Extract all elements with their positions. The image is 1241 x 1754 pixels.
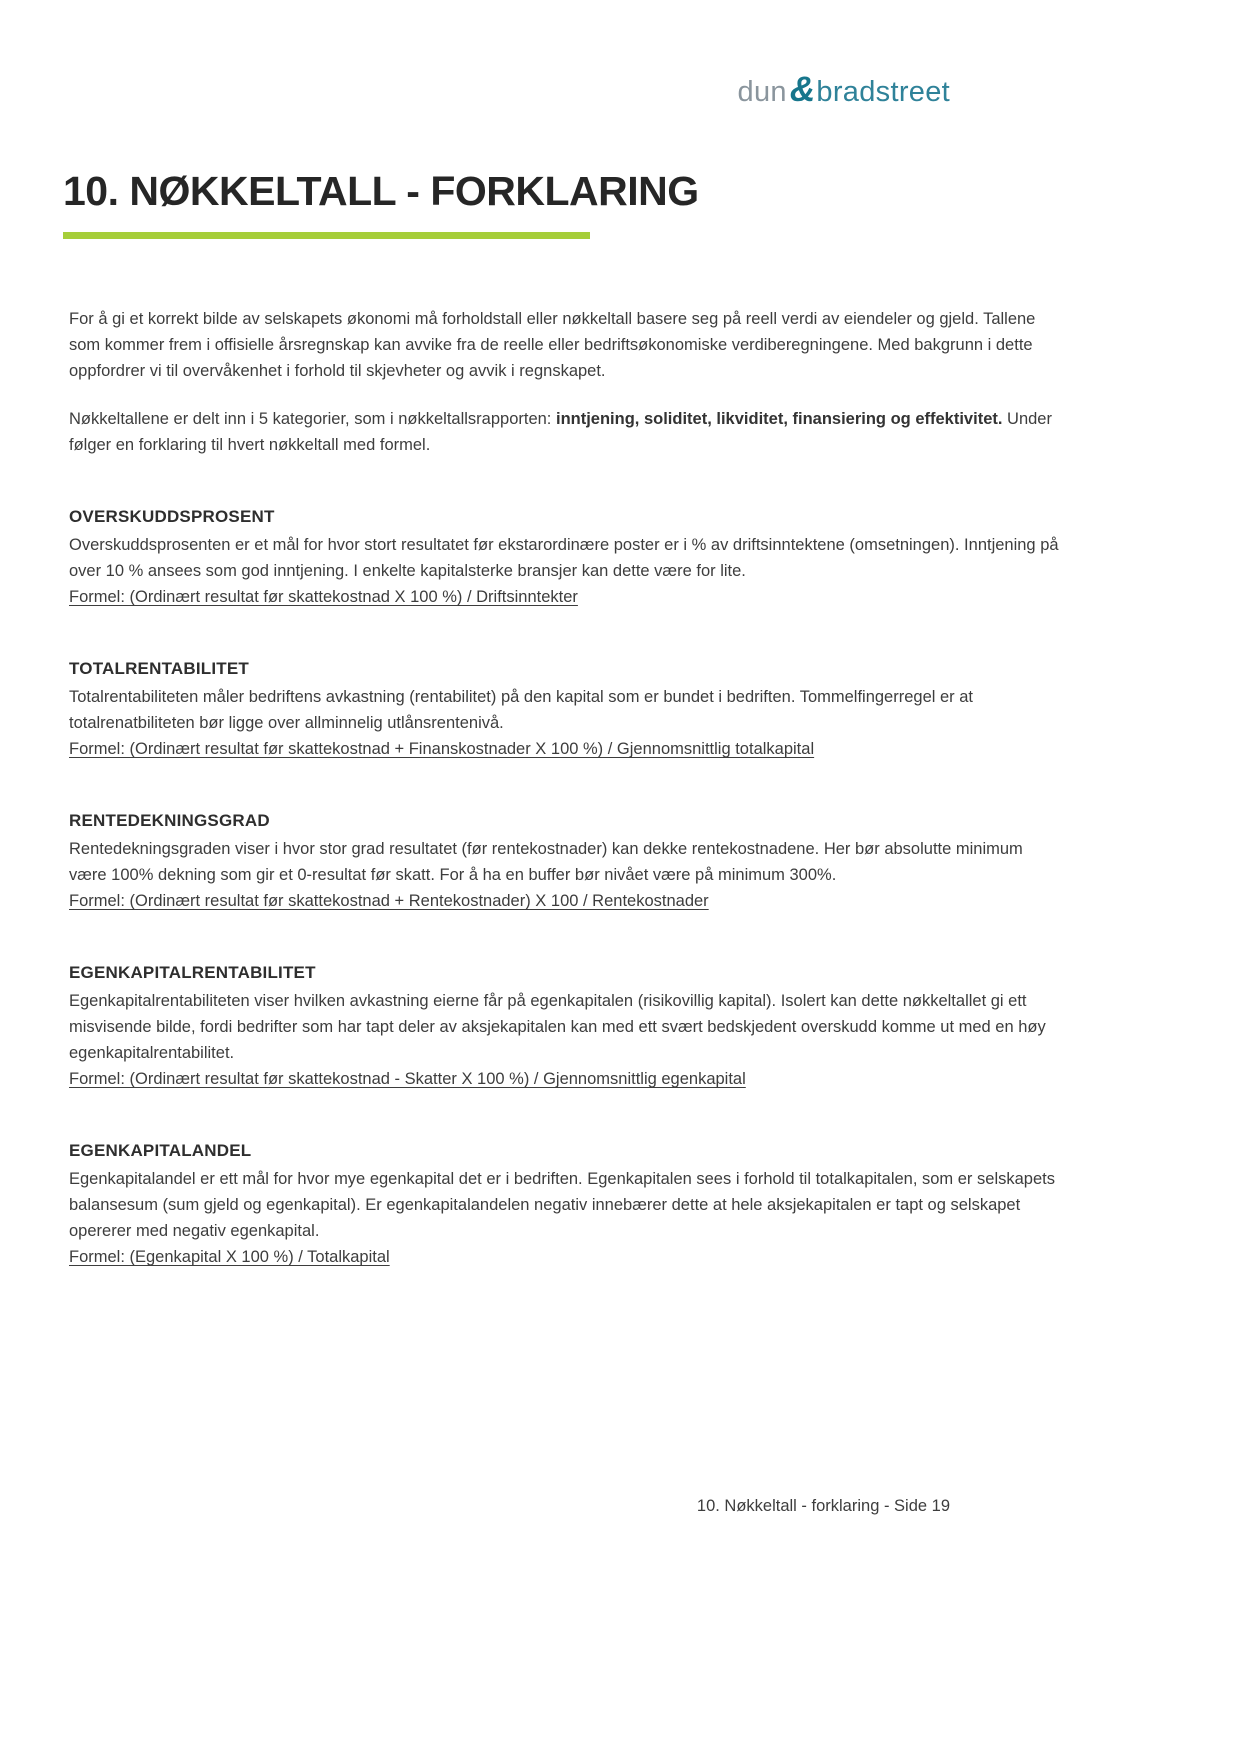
section-heading: TOTALRENTABILITET <box>69 659 249 678</box>
section-egenkapitalrentabilitet <box>69 960 1061 1092</box>
document-body <box>69 306 1061 1270</box>
section-heading: RENTEDEKNINGSGRAD <box>69 811 270 830</box>
section-overskuddsprosent <box>69 504 1061 610</box>
section-body: Rentedekningsgraden viser i hvor stor grad resultatet (før rentekostnader) kan dekke rentekostnadene. Her bør absolutte minimum være 100% dekning som gir et 0-resultat før skatt. For å ha en buffer bør nivået være på minimum 300%. <box>69 840 1023 884</box>
logo-dun-text: dun <box>737 76 787 108</box>
section-formula: Formel: (Egenkapital X 100 %) / Totalkapital <box>69 1248 390 1266</box>
section-formula: Formel: (Ordinært resultat før skattekostnad + Rentekostnader) X 100 / Rentekostnader <box>69 892 709 910</box>
section-heading: EGENKAPITALRENTABILITET <box>69 963 316 982</box>
intro-paragraph-2-bold-categories: inntjening, soliditet, likviditet, finansiering og effektivitet. <box>555 410 1003 428</box>
section-heading: OVERSKUDDSPROSENT <box>69 507 275 526</box>
intro-paragraph-2-text-after: Under følger en forklaring til hvert nøkkeltall med formel. <box>69 410 1052 454</box>
section-heading: EGENKAPITALANDEL <box>69 1141 252 1160</box>
section-totalrentabilitet <box>69 656 1061 762</box>
page-footer: 10. Nøkkeltall - forklaring - Side 19 <box>696 1497 950 1515</box>
page-title: 10. NØKKELTALL - FORKLARING <box>63 168 699 214</box>
intro-paragraph-2-text: Nøkkeltallene er delt inn i 5 kategorier, som i nøkkeltallsrapporten: <box>69 410 556 428</box>
dun-bradstreet-logo <box>738 70 950 110</box>
section-formula: Formel: (Ordinært resultat før skattekostnad X 100 %) / Driftsinntekter <box>69 588 578 606</box>
section-formula: Formel: (Ordinært resultat før skattekostnad - Skatter X 100 %) / Gjennomsnittlig egenkapital <box>69 1070 746 1088</box>
section-body: Egenkapitalandel er ett mål for hvor mye egenkapital det er i bedriften. Egenkapitalen sees i forhold til totalkapitalen, som er selskapets balansesum (sum gjeld og egenkapital). Er egenkapitalandelen negativ innebærer dette at hele aksjekapitalen er tapt og selskapet opererer med negativ egenkapital. <box>69 1170 1055 1240</box>
section-formula: Formel: (Ordinært resultat før skattekostnad + Finanskostnader X 100 %) / Gjennomsnittlig totalkapital <box>69 740 815 758</box>
intro-paragraph-2 <box>69 406 1061 458</box>
section-rentedekningsgrad <box>69 808 1061 914</box>
section-body: Egenkapitalrentabiliteten viser hvilken avkastning eierne får på egenkapitalen (risikovillig kapital). Isolert kan dette nøkkeltallet gi ett misvisende bilde, fordi bedrifter som har tapt deler av aksjekapitalen kan med ett svært bedskjedent overskudd komme ut med en høy egenkapitalrentabilitet. <box>69 992 1046 1062</box>
section-egenkapitalandel <box>69 1138 1061 1270</box>
logo-bradstreet-text: bradstreet <box>816 76 950 108</box>
title-accent-rule <box>63 232 590 239</box>
section-body: Overskuddsprosenten er et mål for hvor stort resultatet før ekstarordinære poster er i % av driftsinntektene (omsetningen). Inntjening på over 10 % ansees som god inntjening. I enkelte kapitalsterke bransjer kan dette være for lite. <box>69 536 1059 580</box>
intro-paragraph-1: For å gi et korrekt bilde av selskapets økonomi må forholdstall eller nøkkeltall basere seg på reell verdi av eiendeler og gjeld. Tallene som kommer frem i offisielle årsregnskap kan avvike fra de reelle eller bedriftsøkonomiske verdiberegningene. Med bakgrunn i dette oppfordrer vi til overvåkenhet i forhold til skjevheter og avvik i regnskapet. <box>69 310 1036 380</box>
logo-ampersand-icon: & <box>789 70 816 109</box>
section-body: Totalrentabiliteten måler bedriftens avkastning (rentabilitet) på den kapital som er bundet i bedriften. Tommelfingerregel er at totalrenatbiliteten bør ligge over allminnelig utlånsrentenivå. <box>69 688 974 732</box>
